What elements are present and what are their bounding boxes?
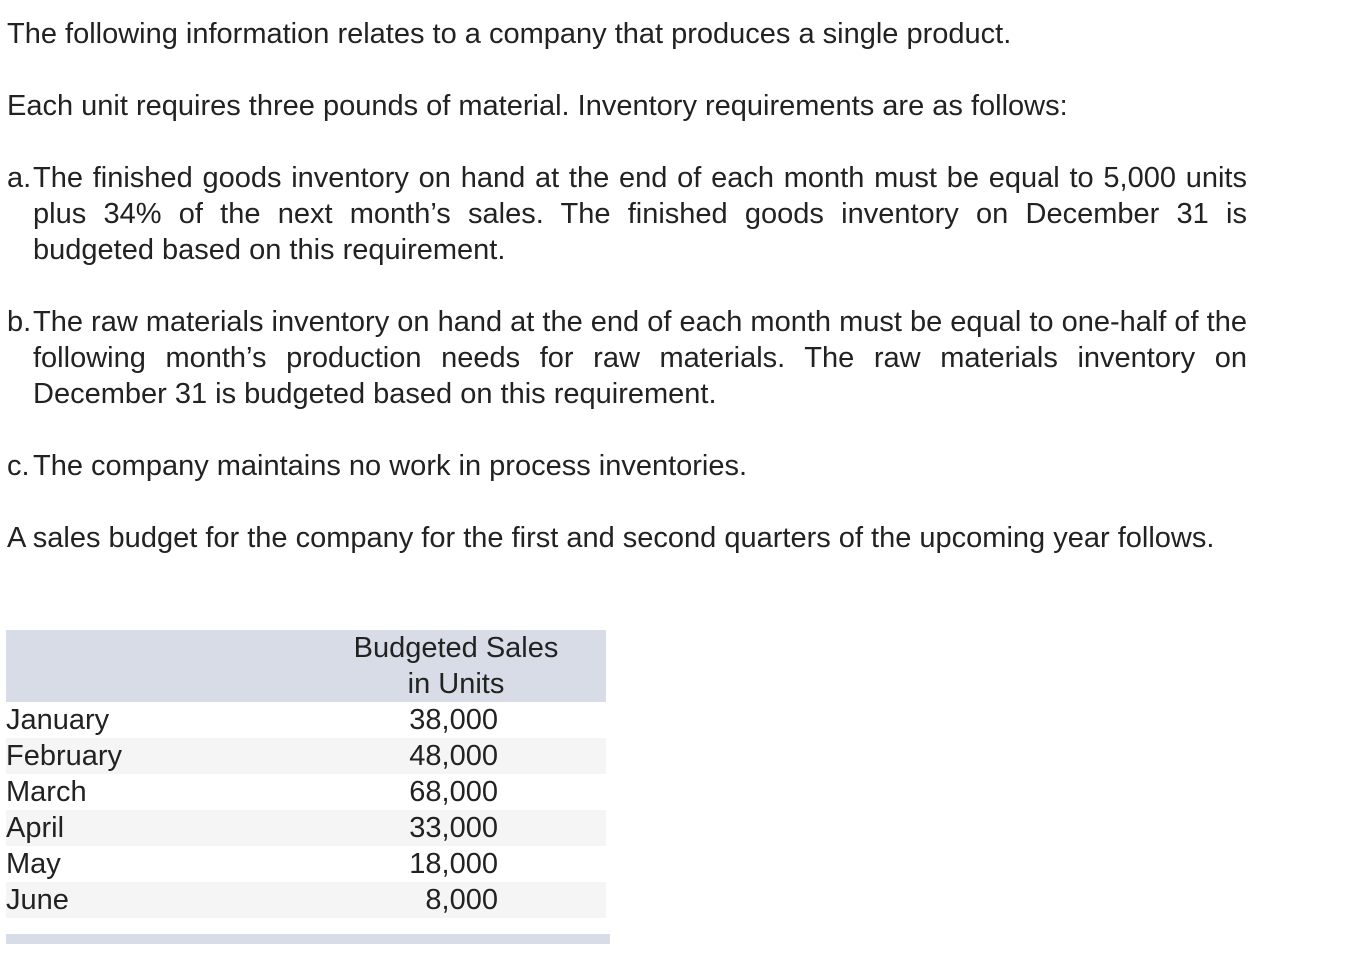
units-cell: 8,000 [425,884,498,916]
units-cell: 68,000 [409,776,498,808]
intro-paragraph: The following information relates to a company that produces a single product. [7,18,1012,50]
table-footer-bar [6,934,610,944]
sales-budget-table [6,630,606,918]
column-header-line2: in Units [407,668,505,700]
month-cell: March [6,776,87,808]
requirement-marker: a. [7,162,32,194]
table-row [6,702,606,738]
requirement-text: The raw materials inventory on hand at the end of each month must be equal to one-half of the following month’s production needs for raw materials. The raw materials inventory on December 31 is budgeted based on this requirement. [33,306,1247,410]
table-row [6,882,606,918]
sales-intro: A sales budget for the company for the first and second quarters of the upcoming year follows. [7,522,1215,554]
table-row [6,846,606,882]
units-cell: 48,000 [409,740,498,772]
requirement-c [7,448,1247,484]
month-cell: May [6,848,61,880]
requirement-text: The company maintains no work in process inventories. [33,450,748,482]
units-cell: 33,000 [409,812,498,844]
requirement-b [7,304,1247,412]
column-header-line1: Budgeted Sales [353,632,559,664]
requirement-a [7,160,1247,268]
table-row [6,774,606,810]
requirement-marker: b. [7,306,32,338]
requirement-text: The finished goods inventory on hand at the end of each month must be equal to 5,000 units plus 34% of the next month’s sales. The finished goods inventory on December 31 is budgeted based on this requirement. [33,162,1247,266]
month-cell: June [6,884,69,916]
requirement-marker: c. [7,450,30,482]
table-row [6,738,606,774]
units-cell: 38,000 [409,704,498,736]
column-header-budgeted-sales [326,630,586,702]
month-cell: February [6,740,123,772]
units-cell: 18,000 [409,848,498,880]
table-row [6,810,606,846]
month-cell: January [6,704,110,736]
month-cell: April [6,812,65,844]
table-header [6,630,606,702]
requirements-intro: Each unit requires three pounds of material. Inventory requirements are as follows: [7,90,1068,122]
